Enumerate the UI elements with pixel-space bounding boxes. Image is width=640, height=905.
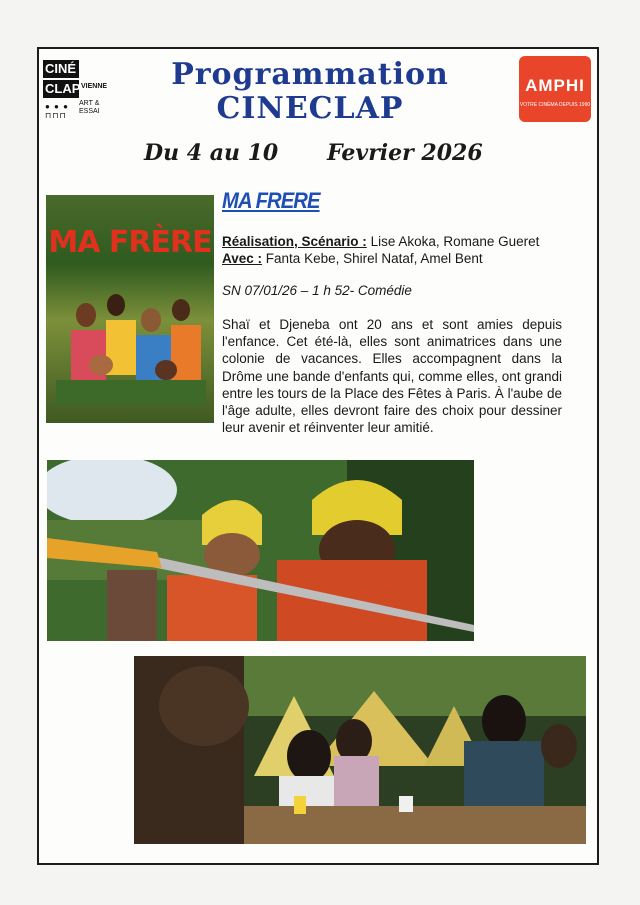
logo-line1: CINÉ	[43, 60, 79, 78]
direction-value: Lise Akoka, Romane Gueret	[370, 234, 540, 249]
camp-illustration	[134, 656, 586, 844]
movie-poster	[46, 195, 214, 423]
title-line1: Programmation	[171, 57, 449, 92]
cast-value: Fanta Kebe, Shirel Nataf, Amel Bent	[265, 251, 483, 266]
movie-meta: SN 07/01/26 – 1 h 52- Comédie	[222, 283, 412, 298]
date-range: Du 4 au 10	[144, 140, 279, 166]
film-still-rafting	[47, 460, 474, 641]
poster-people-illustration	[56, 275, 206, 405]
rafting-illustration	[47, 460, 474, 641]
logo-line2: CLAP	[45, 81, 81, 96]
date-month-year: Fevrier 2026	[327, 140, 483, 166]
amphi-logo	[519, 56, 591, 122]
film-still-camp	[134, 656, 586, 844]
movie-synopsis: Shaï et Djeneba ont 20 ans et sont amies depuis l'enfance. Cet été-là, elles sont animatrices dans une colonie de vacances. Elles accompagnent dans la Drôme une bande d'enfants qui, comme elles, ont grandi entre les tours de la Place des Fêtes à Paris. À l'aube de l'âge adulte, elles devront faire des choix pour dessiner leur avenir et réinventer leur amitié.	[222, 317, 562, 436]
logo-city: VIENNE	[81, 83, 108, 90]
poster-title: MA FRÈRE	[48, 225, 212, 260]
page-title	[110, 58, 510, 126]
amphi-name: AMPHI	[525, 76, 585, 95]
direction-line	[222, 234, 539, 249]
movie-title: MA FRERE	[222, 188, 320, 213]
cineclap-logo	[43, 60, 109, 120]
cast-line	[222, 251, 483, 266]
direction-label: Réalisation, Scénario :	[222, 234, 367, 249]
amphi-tagline: VOTRE CINÉMA DEPUIS 1990	[519, 102, 591, 108]
logo-dots: ● ● ● ⊓⊓⊓	[45, 102, 69, 120]
title-line2: CINECLAP	[216, 91, 404, 126]
logo-label: ART & ESSAI	[79, 100, 100, 115]
cast-label: Avec :	[222, 251, 263, 266]
